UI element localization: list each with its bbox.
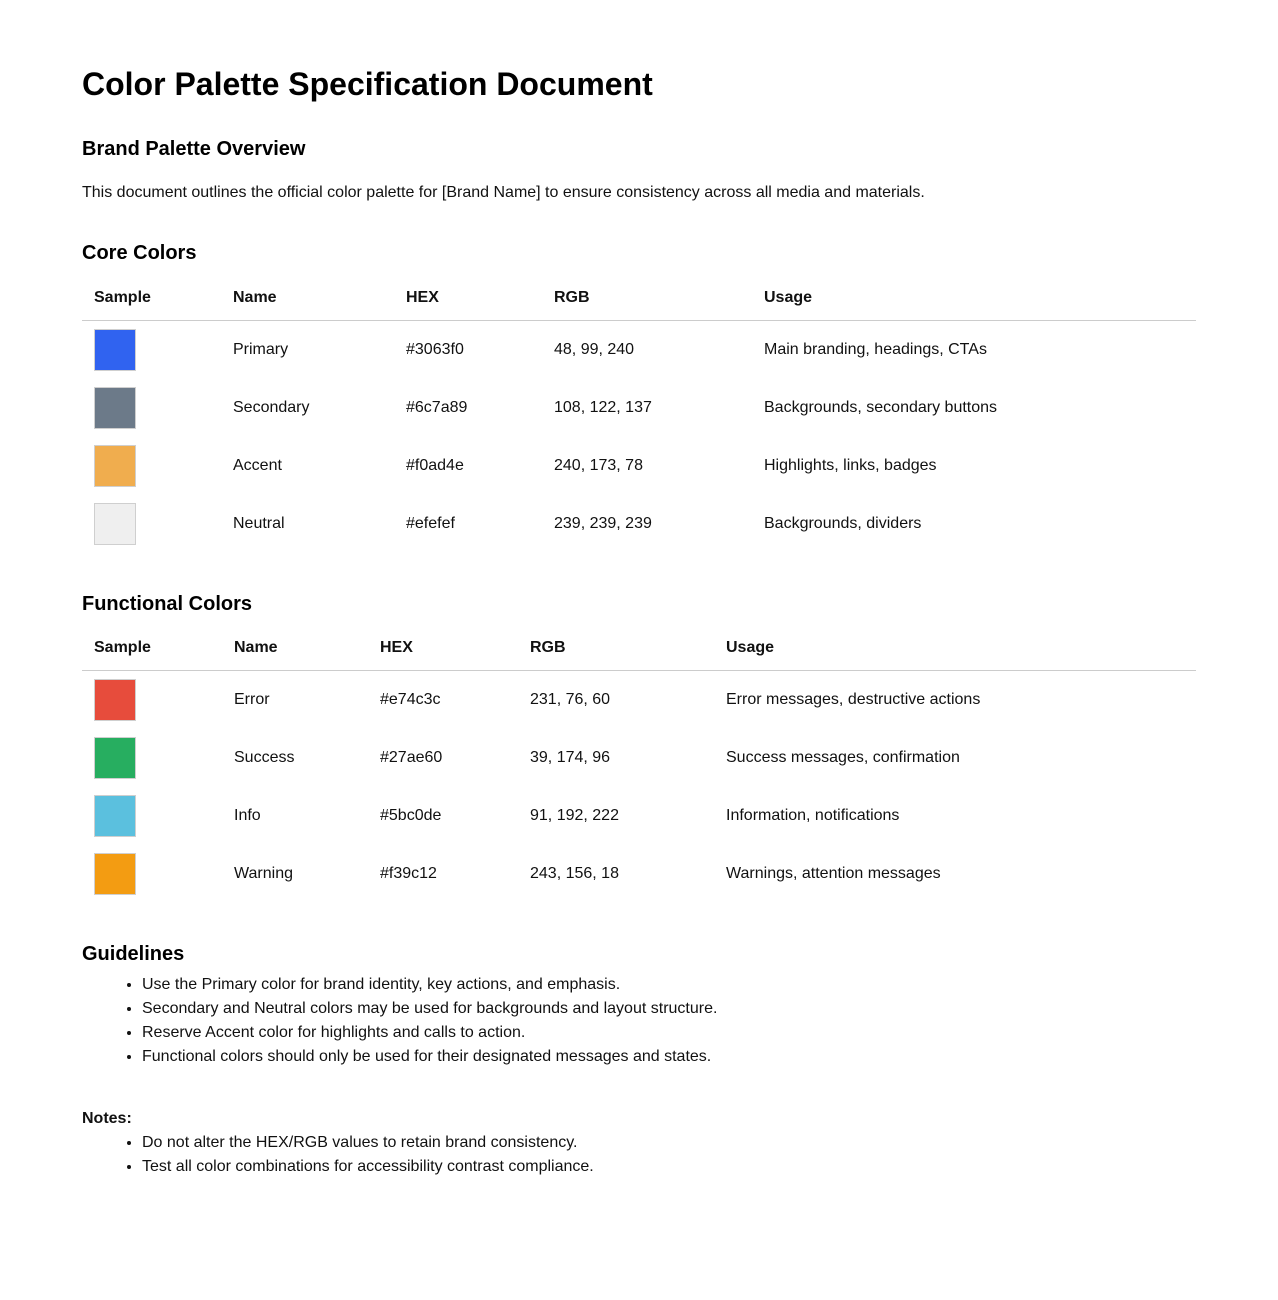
- list-item: • Reserve Accent color for highlights and calls to action.: [142, 1021, 1196, 1045]
- color-usage: Backgrounds, secondary buttons: [764, 398, 998, 416]
- color-usage: Information, notifications: [726, 807, 900, 824]
- color-name: Info: [234, 807, 261, 824]
- color-usage: Highlights, links, badges: [764, 456, 937, 474]
- overview-text: This document outlines the official color palette for [Brand Name] to ensure consistency across all media and materials.: [82, 184, 925, 201]
- color-hex: #6c7a89: [406, 398, 468, 416]
- color-swatch: [94, 503, 136, 545]
- list-item: • Functional colors should only be used for their designated messages and states.: [142, 1045, 1196, 1069]
- color-rgb: 108, 122, 137: [554, 398, 652, 416]
- table-row: [82, 320, 1196, 379]
- color-rgb: 243, 156, 18: [530, 865, 619, 882]
- color-hex: #e74c3c: [380, 691, 441, 708]
- table-row: [82, 437, 1196, 495]
- guidelines-heading: Guidelines: [82, 943, 185, 965]
- column-header-name: Name: [233, 280, 406, 320]
- color-name: Warning: [234, 865, 293, 882]
- color-swatch: [94, 445, 136, 487]
- table-header-row: [82, 280, 1196, 320]
- page-title: Color Palette Specification Document: [82, 66, 653, 102]
- notes-list: [82, 1131, 1196, 1179]
- guidelines-list: [82, 973, 1196, 1069]
- color-swatch: [94, 329, 136, 371]
- list-item: • Test all color combinations for accessibility contrast compliance.: [142, 1155, 1196, 1179]
- color-usage: Warnings, attention messages: [726, 865, 941, 882]
- color-name: Success: [234, 749, 295, 766]
- color-hex: #efefef: [406, 514, 455, 532]
- color-swatch: [94, 737, 136, 779]
- column-header-usage: Usage: [764, 280, 1196, 320]
- column-header-hex: HEX: [406, 280, 554, 320]
- functional-colors-table: [82, 631, 1196, 904]
- color-swatch: [94, 795, 136, 837]
- color-rgb: 91, 192, 222: [530, 807, 619, 824]
- color-name: Accent: [233, 456, 282, 474]
- notes-label: Notes:: [82, 1110, 132, 1127]
- column-header-rgb: RGB: [554, 280, 764, 320]
- column-header-sample: Sample: [82, 631, 234, 671]
- table-header-row: [82, 631, 1196, 671]
- color-usage: Main branding, headings, CTAs: [764, 340, 987, 358]
- functional-colors-heading: Functional Colors: [82, 592, 252, 615]
- color-name: Neutral: [233, 514, 285, 532]
- color-hex: #3063f0: [406, 340, 464, 358]
- overview-heading: Brand Palette Overview: [82, 138, 306, 160]
- color-rgb: 231, 76, 60: [530, 691, 611, 708]
- color-rgb: 240, 173, 78: [554, 456, 643, 474]
- table-row: [82, 671, 1196, 730]
- color-rgb: 48, 99, 240: [554, 340, 635, 358]
- table-row: [82, 379, 1196, 437]
- core-colors-heading: Core Colors: [82, 242, 197, 264]
- column-header-sample: Sample: [82, 280, 233, 320]
- list-item: • Do not alter the HEX/RGB values to retain brand consistency.: [142, 1131, 1196, 1155]
- column-header-hex: HEX: [380, 631, 530, 671]
- color-rgb: 39, 174, 96: [530, 749, 611, 766]
- table-row: [82, 845, 1196, 903]
- column-header-usage: Usage: [726, 631, 1196, 671]
- core-colors-table: [82, 280, 1196, 553]
- table-row: [82, 729, 1196, 787]
- color-name: Secondary: [233, 398, 310, 416]
- color-swatch: [94, 679, 136, 721]
- color-hex: #f39c12: [380, 865, 437, 882]
- list-item: • Use the Primary color for brand identity, key actions, and emphasis.: [142, 973, 1196, 997]
- color-hex: #5bc0de: [380, 807, 442, 824]
- table-row: [82, 787, 1196, 845]
- color-usage: Backgrounds, dividers: [764, 514, 922, 532]
- table-row: [82, 495, 1196, 553]
- color-hex: #f0ad4e: [406, 456, 464, 474]
- color-usage: Error messages, destructive actions: [726, 691, 981, 708]
- color-swatch: [94, 853, 136, 895]
- color-usage: Success messages, confirmation: [726, 749, 960, 766]
- color-name: Error: [234, 691, 270, 708]
- column-header-name: Name: [234, 631, 380, 671]
- list-item: • Secondary and Neutral colors may be used for backgrounds and layout structure.: [142, 997, 1196, 1021]
- color-hex: #27ae60: [380, 749, 443, 766]
- color-name: Primary: [233, 340, 289, 358]
- column-header-rgb: RGB: [530, 631, 726, 671]
- color-swatch: [94, 387, 136, 429]
- color-rgb: 239, 239, 239: [554, 514, 652, 532]
